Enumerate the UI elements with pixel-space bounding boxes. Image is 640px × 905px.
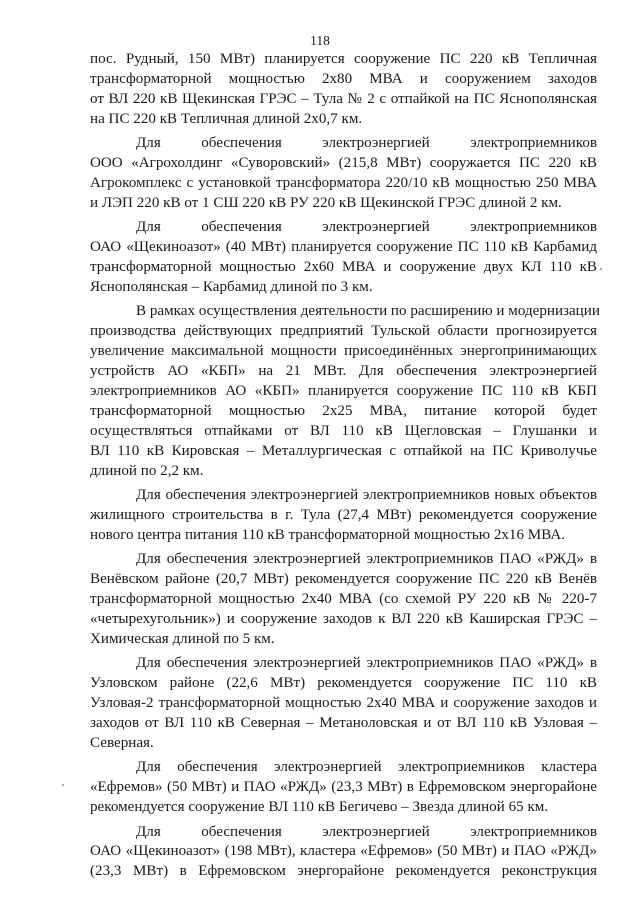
paragraph-9 (90, 823, 597, 883)
text-line: производства действующих предприятий Тульской области прогнозируется (90, 323, 597, 340)
text-line: Для обеспечения электроэнергией электроприемников (136, 219, 597, 236)
text-line: Яснополянская – Карбамид длиной по 3 км. (90, 278, 373, 295)
text-line: Агрокомплекс с установкой трансформатора 220/10 кВ мощностью 250 МВА (90, 174, 597, 191)
text-line: заходов от ВЛ 110 кВ Северная – Метаноловская и от ВЛ 110 кВ Узловая – (90, 715, 597, 731)
text-line: «Ефремов» (50 МВт) и ПАО «РЖД» (23,3 МВт) в Ефремовском энергорайоне (90, 779, 597, 796)
text-line: Узловском районе (22,6 МВт) рекомендуется сооружение ПС 110 кВ (90, 675, 597, 692)
paragraph-6 (90, 550, 597, 650)
text-line: ВЛ 110 кВ Кировская – Металлургическая с отпайкой на ПС Криволучье (90, 442, 597, 459)
text-line: В рамках осуществления деятельности по расширению и модернизации (136, 303, 600, 320)
text-line: Для обеспечения электроэнергией электроприемников (136, 823, 597, 840)
text-line: увеличение максимальной мощности присоединённых энергопринимающих (90, 343, 597, 360)
text-line: рекомендуется сооружение ВЛ 110 кВ Бегичево – Звезда длиной 65 км. (90, 799, 549, 816)
text-line: Для обеспечения электроэнергией электроприемников ПАО «РЖД» в (136, 551, 597, 568)
text-line: Химическая длиной по 5 км. (90, 630, 275, 647)
text-line: Для обеспечения электроэнергией электроприемников (136, 135, 597, 152)
paragraph-3 (90, 218, 597, 298)
text-line: жилищного строительства в г. Тула (27,4 МВт) рекомендуется сооружение (90, 506, 597, 523)
paragraph-8 (90, 758, 597, 818)
document-body (90, 50, 600, 887)
text-line: «четырехугольник») и сооружение заходов к ВЛ 220 кВ Каширская ГРЭС – (90, 610, 597, 627)
scan-speck (600, 268, 602, 270)
text-line: ООО «Агрохолдинг «Суворовский» (215,8 МВт) сооружается ПС 220 кВ (90, 155, 597, 172)
text-line: трансформаторной мощностью 2х80 МВА и сооружением заходов (90, 70, 597, 87)
text-line: трансформаторной мощностью 2х60 МВА и сооружение двух КЛ 110 кВ (90, 259, 597, 276)
paragraph-2 (90, 134, 597, 214)
text-line: Для обеспечения электроэнергией электроприемников новых объектов (136, 487, 597, 504)
text-line: и ЛЭП 220 кВ от 1 СШ 220 кВ РУ 220 кВ Щекинской ГРЭС длиной 2 км. (90, 194, 562, 211)
text-line: пос. Рудный, 150 МВт) планируется сооружение ПС 220 кВ Тепличная (90, 51, 597, 67)
text-line: от ВЛ 220 кВ Щекинская ГРЭС – Тула № 2 с отпайкой на ПС Яснополянская (90, 90, 597, 107)
text-line: трансформаторной мощностью 2х25 МВА, питание которой будет (90, 402, 597, 419)
paragraph-5 (90, 486, 597, 546)
text-line: ОАО «Щекиноазот» (40 МВт) планируется сооружение ПС 110 кВ Карбамид (90, 239, 597, 256)
paragraph-7 (90, 654, 597, 754)
text-line: Венёвском районе (20,7 МВт) рекомендуется сооружение ПС 220 кВ Венёв (90, 571, 597, 588)
text-line: (23,3 МВт) в Ефремовском энергорайоне рекомендуется реконструкция (90, 863, 597, 880)
paragraph-1 (90, 50, 597, 130)
text-line: ОАО «Щекиноазот» (198 МВт), кластера «Ефремов» (50 МВт) и ПАО «РЖД» (90, 843, 597, 860)
text-line: Узловая-2 трансформаторной мощностью 2х40 МВА и сооружение заходов и (90, 695, 597, 712)
scan-speck (62, 784, 64, 786)
text-line: устройств АО «КБП» на 21 МВт. Для обеспечения электроэнергией (90, 363, 597, 380)
text-line: длиной по 2,2 км. (90, 462, 204, 479)
paragraph-4 (90, 302, 600, 481)
text-line: электроприемников АО «КБП» планируется сооружение ПС 110 кВ КБП (90, 383, 597, 399)
text-line: Северная. (90, 734, 154, 751)
text-line: на ПС 220 кВ Тепличная длиной 2х0,7 км. (90, 110, 363, 127)
text-line: осуществляться отпайками от ВЛ 110 кВ Щегловская – Глушанки и (90, 422, 597, 439)
text-line: Для обеспечения электроэнергией электроприемников кластера (136, 759, 597, 776)
page-number: 118 (310, 33, 330, 48)
text-line: трансформаторной мощностью 2х40 МВА (со схемой РУ 220 кВ № 220-7 (90, 591, 597, 608)
text-line: нового центра питания 110 кВ трансформаторной мощностью 2х16 МВА. (90, 526, 565, 543)
text-line: Для обеспечения электроэнергией электроприемников ПАО «РЖД» в (136, 655, 597, 672)
